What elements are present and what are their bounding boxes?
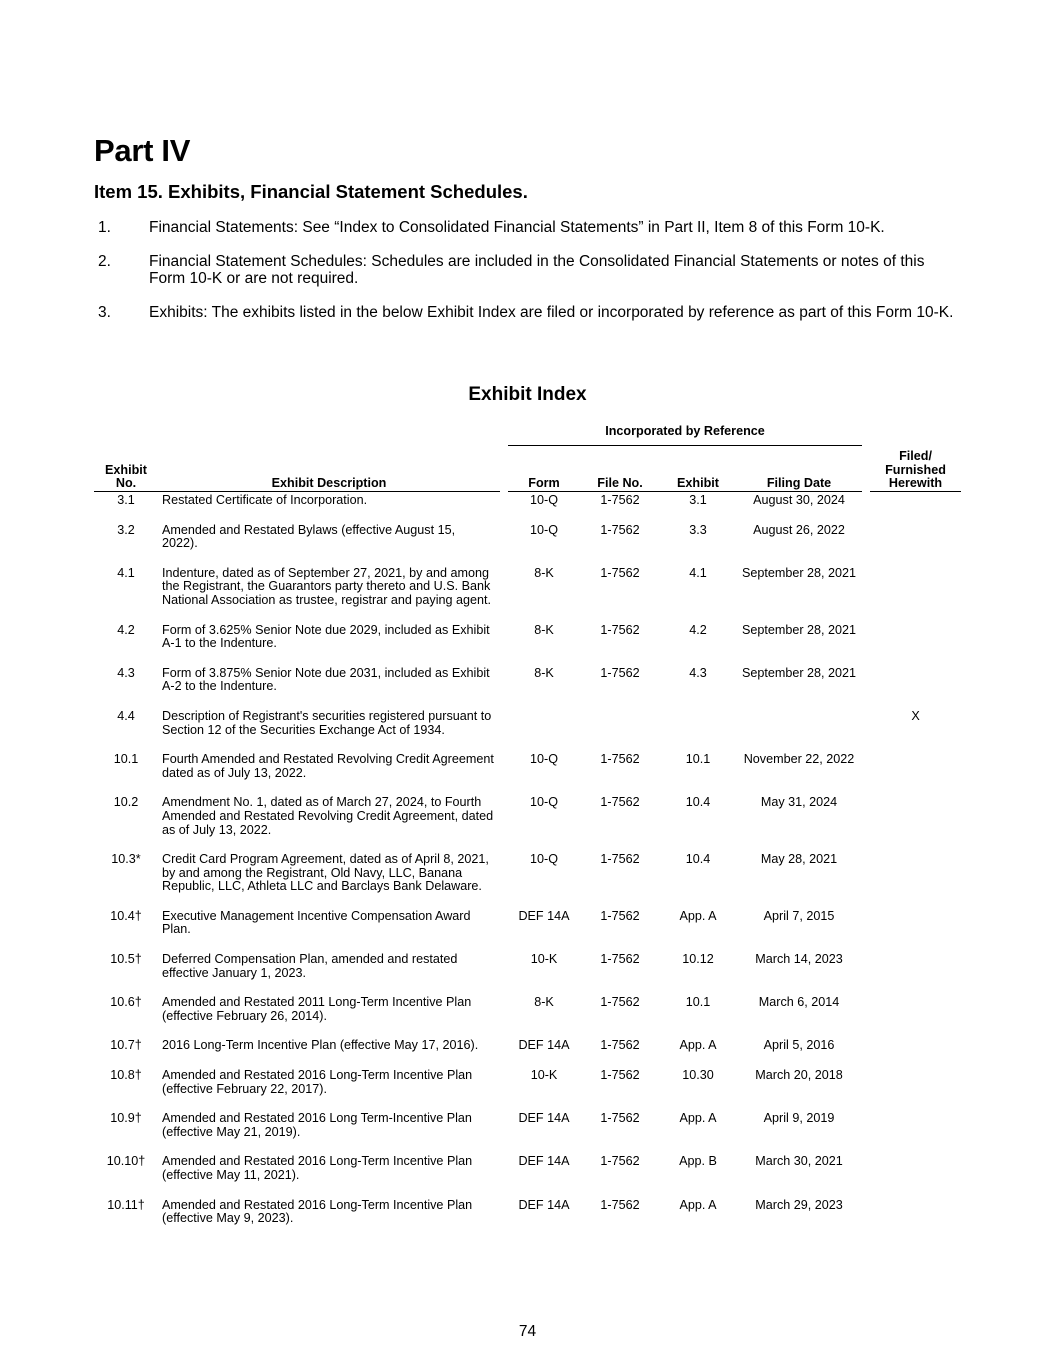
exhibit-number: 10.7† <box>110 1038 142 1053</box>
exhibit-number: 4.4 <box>117 708 135 723</box>
exhibit-header: Exhibit <box>660 446 736 492</box>
exhibit-form: 10-Q <box>530 493 558 507</box>
filing-date-header: Filing Date <box>736 446 862 492</box>
filed-furnished-header: Filed/ Furnished Herewith <box>870 422 961 492</box>
exhibit-filing-date: March 20, 2018 <box>755 1068 843 1083</box>
table-row <box>94 492 961 522</box>
exhibit-filed-herewith <box>870 908 961 951</box>
exhibit-file-no: 1-7562 <box>600 665 640 680</box>
exhibit-filed-herewith <box>870 951 961 994</box>
exhibit-description: Deferred Compensation Plan, amended and restated effective January 1, 2023. <box>162 952 458 980</box>
exhibit-ref: App. A <box>679 1111 717 1126</box>
table-row <box>94 1067 961 1110</box>
intro-item-number: 1. <box>98 219 111 236</box>
exhibit-number: 10.1 <box>113 752 139 767</box>
table-row <box>94 1153 961 1196</box>
exhibit-ref: 4.2 <box>689 622 707 637</box>
exhibit-filing-date: April 9, 2019 <box>763 1111 835 1126</box>
exhibit-file-no: 1-7562 <box>600 522 640 537</box>
exhibit-form: DEF 14A <box>518 1154 570 1169</box>
exhibit-number: 10.4† <box>110 908 142 923</box>
exhibit-number: 10.5† <box>110 952 142 967</box>
exhibit-form: 8-K <box>534 565 554 580</box>
exhibit-filing-date: April 7, 2015 <box>763 908 835 923</box>
exhibit-number: 10.6† <box>110 995 142 1010</box>
exhibit-ref: 3.3 <box>689 522 707 537</box>
exhibit-file-no: 1-7562 <box>600 795 640 810</box>
exhibit-filing-date: March 6, 2014 <box>758 995 840 1010</box>
exhibit-description: Amended and Restated 2016 Long Term-Incentive Plan (effective May 21, 2019). <box>162 1111 472 1139</box>
exhibit-ref <box>660 708 736 751</box>
table-row <box>94 851 961 908</box>
exhibit-number: 10.2 <box>113 795 139 810</box>
intro-item-text: Financial Statement Schedules: Schedules are included in the Consolidated Financial Statements or notes of this Form 10-K or are not required. <box>149 252 925 287</box>
exhibit-description: Description of Registrant's securities registered pursuant to Section 12 of the Securities Exchange Act of 1934. <box>162 708 492 737</box>
exhibit-number: 10.8† <box>110 1068 142 1083</box>
exhibit-description: Indenture, dated as of September 27, 2021, by and among the Registrant, the Guarantors party thereto and U.S. Bank National Association as trustee, registrar and paying agent. <box>162 565 492 607</box>
exhibit-number: 3.2 <box>117 522 135 537</box>
exhibit-filing-date: March 29, 2023 <box>755 1197 843 1212</box>
exhibit-description: Amendment No. 1, dated as of March 27, 2024, to Fourth Amended and Restated Revolving Credit Agreement, dated as of July 13, 2022. <box>162 795 494 837</box>
exhibit-filed-herewith <box>870 1037 961 1067</box>
table-row <box>94 622 961 665</box>
table-row <box>94 565 961 622</box>
exhibit-filing-date: September 28, 2021 <box>741 665 857 680</box>
exhibit-ref: 10.12 <box>682 952 714 967</box>
exhibit-description: Amended and Restated 2016 Long-Term Incentive Plan (effective May 9, 2023). <box>162 1197 473 1226</box>
exhibit-description: Amended and Restated 2016 Long-Term Incentive Plan (effective May 11, 2021). <box>162 1154 473 1182</box>
exhibit-filed-herewith <box>870 565 961 622</box>
exhibit-filed-herewith <box>870 994 961 1037</box>
exhibit-form: DEF 14A <box>518 1111 570 1126</box>
item-title: Item 15. Exhibits, Financial Statement Schedules. <box>94 181 528 202</box>
exhibit-description: Amended and Restated Bylaws (effective August 15, 2022). <box>162 522 456 551</box>
exhibit-form: 10-K <box>530 1068 558 1083</box>
exhibit-ref: App. A <box>679 1197 717 1212</box>
exhibit-number: 10.9† <box>110 1111 142 1126</box>
exhibit-number: 10.11† <box>107 1197 145 1212</box>
exhibit-file-no: 1-7562 <box>600 952 640 967</box>
exhibit-file-no: 1-7562 <box>600 1068 640 1083</box>
exhibit-filing-date: August 26, 2022 <box>753 522 845 537</box>
exhibit-index-table <box>94 422 961 1240</box>
exhibit-description: Executive Management Incentive Compensation Award Plan. <box>162 908 471 937</box>
exhibit-filed-herewith <box>870 851 961 908</box>
table-row <box>94 951 961 994</box>
intro-item <box>94 219 960 237</box>
exhibit-form: 8-K <box>534 622 554 637</box>
table-row <box>94 665 961 708</box>
form-header: Form <box>508 446 580 492</box>
exhibit-filed-herewith <box>870 1110 961 1153</box>
exhibit-file-no: 1-7562 <box>600 622 640 637</box>
exhibit-filed-herewith <box>870 665 961 708</box>
exhibit-form: 10-Q <box>530 752 558 767</box>
exhibit-filing-date: August 30, 2024 <box>753 493 845 507</box>
table-row <box>94 994 961 1037</box>
exhibit-file-no: 1-7562 <box>600 1038 640 1053</box>
exhibit-ref: App. A <box>679 1038 717 1053</box>
exhibit-ref: 4.1 <box>689 565 707 580</box>
intro-list <box>94 219 960 337</box>
exhibit-file-no: 1-7562 <box>600 995 640 1010</box>
exhibit-number: 4.2 <box>117 622 135 637</box>
intro-item <box>94 304 960 322</box>
intro-item-number: 3. <box>98 303 111 321</box>
page-number: 74 <box>518 1323 537 1340</box>
exhibit-form: 8-K <box>534 665 554 680</box>
exhibit-file-no: 1-7562 <box>600 565 640 580</box>
part-title: Part IV <box>94 133 191 168</box>
exhibit-number: 3.1 <box>117 493 135 507</box>
exhibit-filed-herewith <box>870 492 961 522</box>
table-row <box>94 751 961 794</box>
exhibit-file-no: 1-7562 <box>600 1197 640 1212</box>
table-row <box>94 522 961 565</box>
exhibit-description: Amended and Restated 2011 Long-Term Incentive Plan (effective February 26, 2014). <box>162 995 472 1023</box>
exhibit-ref: 4.3 <box>689 665 707 680</box>
exhibit-form: DEF 14A <box>518 908 570 923</box>
exhibit-file-no <box>580 708 660 751</box>
intro-item-text: Financial Statements: See “Index to Consolidated Financial Statements” in Part II, Item 8 of this Form 10-K. <box>149 219 885 236</box>
exhibit-filed-herewith <box>870 751 961 794</box>
intro-item <box>94 253 960 288</box>
exhibit-form: 10-K <box>530 952 558 967</box>
exhibit-number: 4.3 <box>117 665 135 680</box>
exhibit-file-no: 1-7562 <box>600 493 640 507</box>
exhibit-description: Form of 3.625% Senior Note due 2029, included as Exhibit A-1 to the Indenture. <box>162 622 490 651</box>
exhibit-form: DEF 14A <box>518 1038 570 1053</box>
exhibit-ref: 10.1 <box>685 995 711 1010</box>
exhibit-form: 8-K <box>534 995 554 1010</box>
exhibit-description: Credit Card Program Agreement, dated as of April 8, 2021, by and among the Registrant, Old Navy, LLC, Banana Republic, LLC, Athleta LLC and Barclays Bank Delaware. <box>162 852 489 894</box>
exhibit-ref: 3.1 <box>689 493 707 507</box>
table-row <box>94 708 961 751</box>
exhibit-file-no: 1-7562 <box>600 1154 640 1169</box>
exhibit-description-header: Exhibit Description <box>158 446 500 492</box>
exhibit-file-no: 1-7562 <box>600 1111 640 1126</box>
exhibit-filed-herewith <box>870 794 961 851</box>
exhibit-filed-herewith <box>870 622 961 665</box>
exhibit-file-no: 1-7562 <box>600 752 640 767</box>
exhibit-number: 10.10† <box>106 1154 146 1169</box>
exhibit-filing-date <box>736 708 862 751</box>
table-row <box>94 1110 961 1153</box>
exhibit-filed-herewith <box>870 522 961 565</box>
exhibit-index-title: Exhibit Index <box>468 384 587 405</box>
exhibit-file-no: 1-7562 <box>600 852 640 867</box>
exhibit-ref: 10.30 <box>682 1068 714 1083</box>
exhibit-description: Amended and Restated 2016 Long-Term Incentive Plan (effective February 22, 2017). <box>162 1068 473 1096</box>
exhibit-file-no: 1-7562 <box>600 908 640 923</box>
exhibit-form: DEF 14A <box>518 1197 570 1212</box>
exhibit-filed-herewith <box>870 1197 961 1240</box>
exhibit-form: 10-Q <box>530 522 558 537</box>
exhibit-filing-date: May 28, 2021 <box>760 852 838 867</box>
table-row <box>94 1037 961 1067</box>
exhibit-ref: 10.4 <box>685 795 711 810</box>
intro-item-number: 2. <box>98 252 111 270</box>
exhibit-filing-date: April 5, 2016 <box>763 1038 835 1053</box>
exhibit-filed-herewith <box>870 1153 961 1196</box>
exhibit-number: 10.3* <box>111 852 141 867</box>
exhibit-filing-date: March 30, 2021 <box>755 1154 843 1169</box>
exhibit-ref: App. A <box>679 908 717 923</box>
exhibit-filing-date: March 14, 2023 <box>755 952 843 967</box>
exhibit-number: 4.1 <box>117 565 135 580</box>
exhibit-description: Fourth Amended and Restated Revolving Credit Agreement dated as of July 13, 2022. <box>162 752 494 780</box>
exhibit-no-header: Exhibit No. <box>94 446 158 492</box>
exhibit-rows <box>94 492 961 1240</box>
exhibit-filing-date: November 22, 2022 <box>743 752 855 767</box>
exhibit-description: Form of 3.875% Senior Note due 2031, included as Exhibit A-2 to the Indenture. <box>162 665 490 694</box>
exhibit-description: 2016 Long-Term Incentive Plan (effective May 17, 2016). <box>162 1038 479 1053</box>
exhibit-ref: 10.4 <box>685 852 711 867</box>
exhibit-ref: 10.1 <box>685 752 711 767</box>
exhibit-filed-herewith <box>870 1067 961 1110</box>
exhibit-filing-date: May 31, 2024 <box>760 795 838 810</box>
exhibit-form: 10-Q <box>530 852 558 867</box>
exhibit-ref: App. B <box>679 1154 717 1169</box>
table-row <box>94 1197 961 1240</box>
exhibit-form: 10-Q <box>530 795 558 810</box>
table-row <box>94 794 961 851</box>
exhibit-filed-herewith: X <box>911 708 920 723</box>
exhibit-filing-date: September 28, 2021 <box>741 622 857 637</box>
file-no-header: File No. <box>580 446 660 492</box>
table-row <box>94 908 961 951</box>
incorporated-by-reference-header: Incorporated by Reference <box>508 422 862 446</box>
exhibit-description: Restated Certificate of Incorporation. <box>162 493 368 507</box>
intro-item-text: Exhibits: The exhibits listed in the below Exhibit Index are filed or incorporated by reference as part of this Form 10-K. <box>149 303 954 321</box>
exhibit-form <box>508 708 580 751</box>
exhibit-filing-date: September 28, 2021 <box>741 565 857 580</box>
